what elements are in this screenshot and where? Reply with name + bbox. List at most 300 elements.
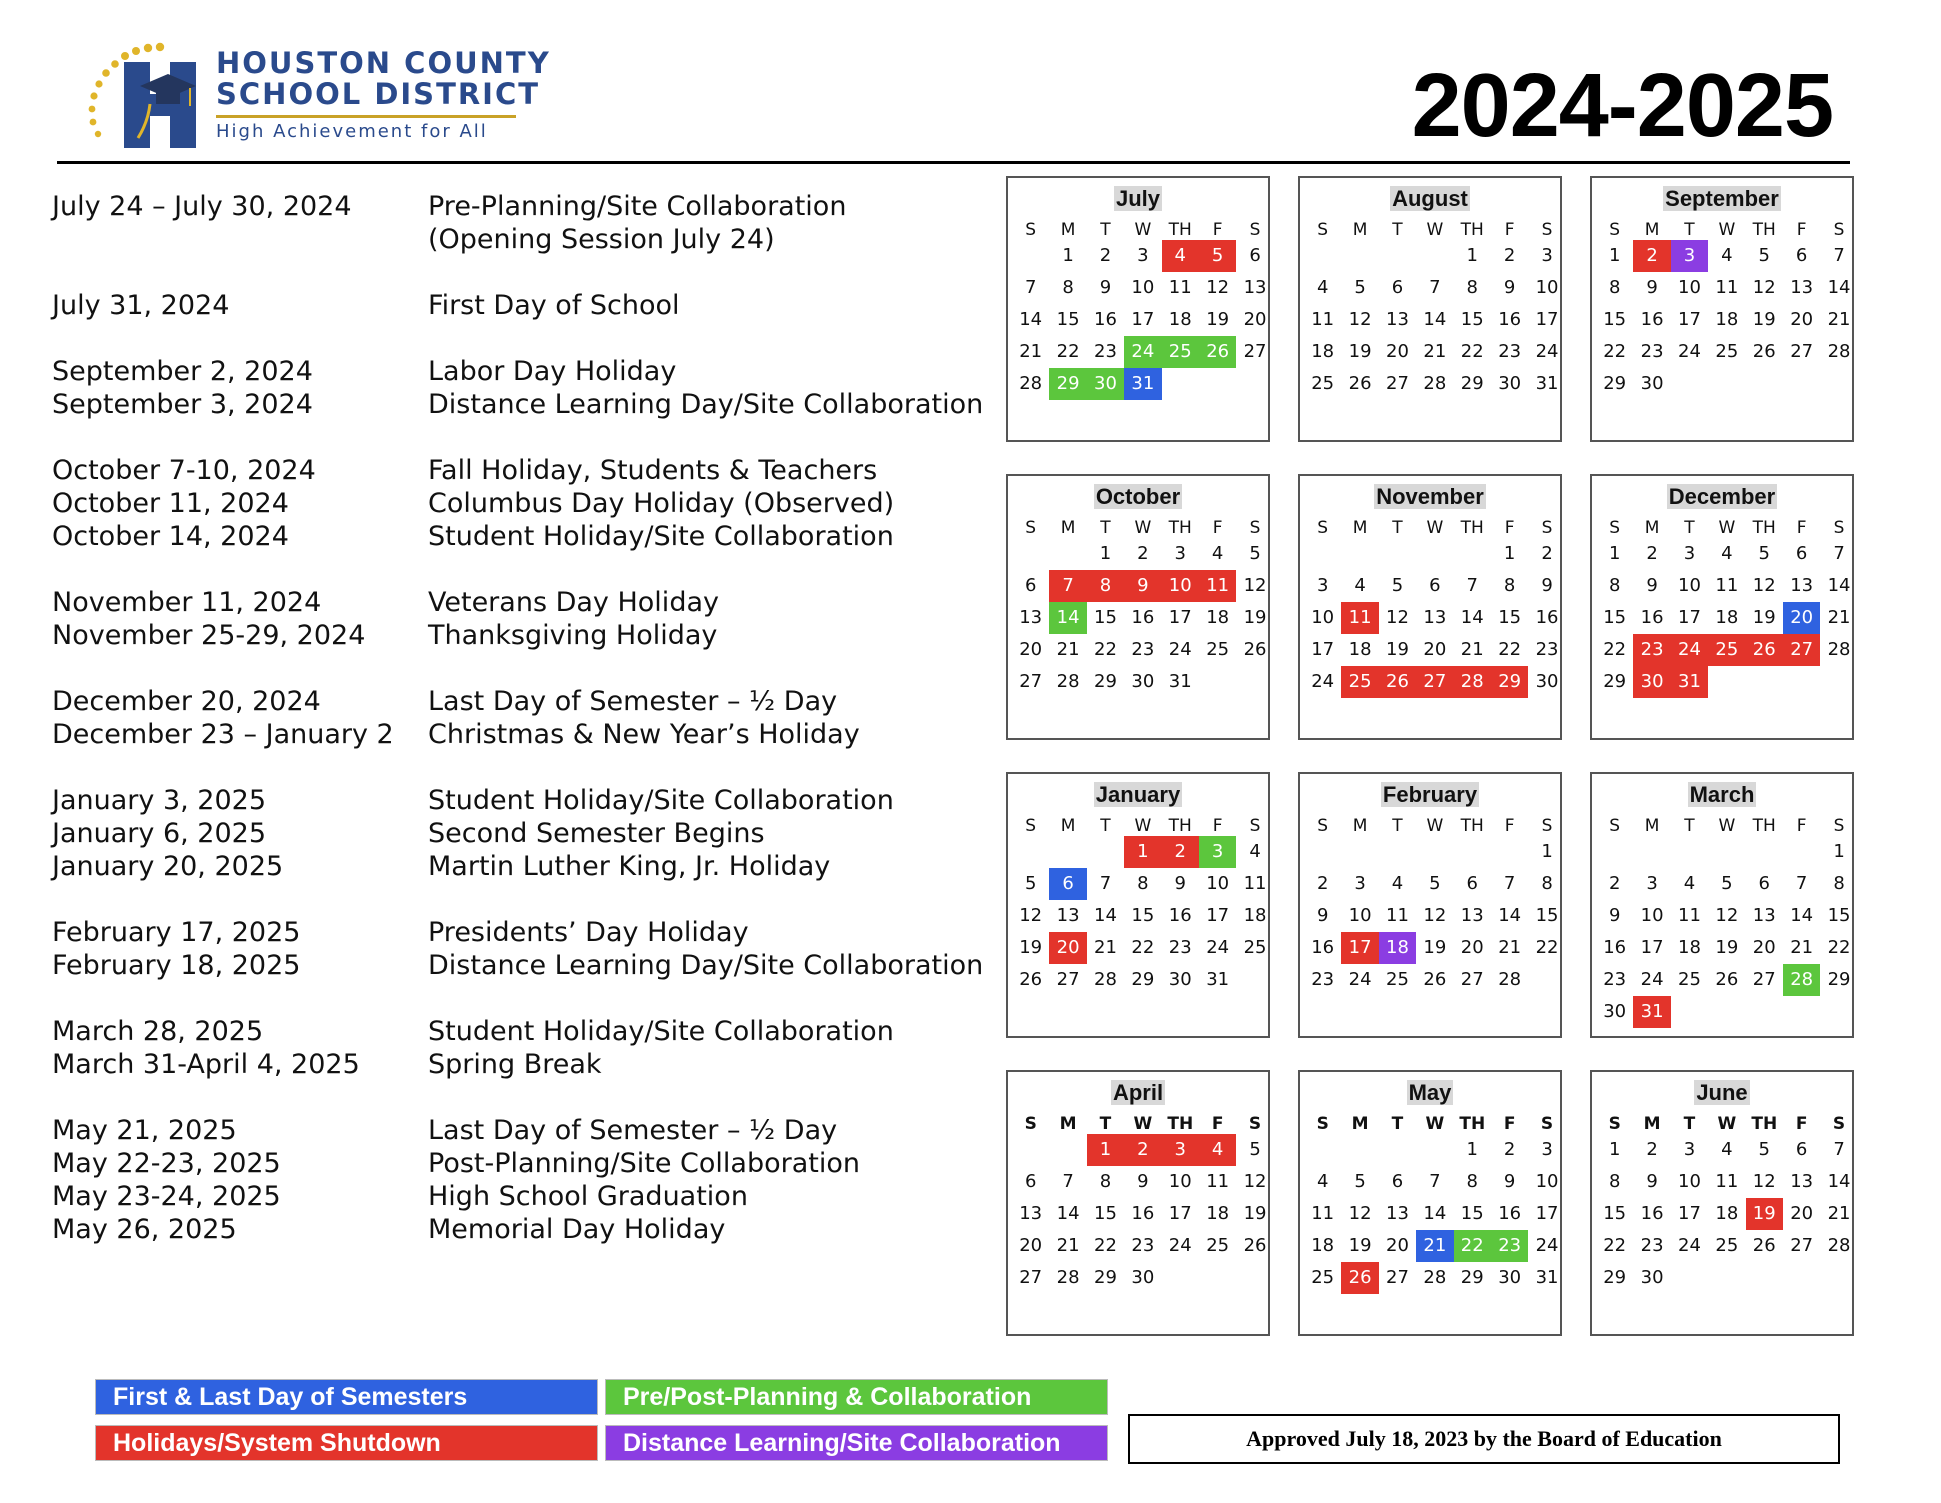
calendar-empty-cell: [1671, 368, 1708, 400]
event-row: [52, 355, 987, 388]
week-row: [1304, 570, 1560, 602]
color-legend: [95, 1379, 1108, 1463]
week-row: [1012, 336, 1268, 368]
calendar-day: 5: [1758, 543, 1770, 564]
calendar-empty-cell: [1049, 1134, 1086, 1166]
calendar-day: 14: [1827, 1171, 1851, 1192]
calendar-day: 26: [1752, 1235, 1776, 1256]
calendar-day: 17: [1311, 639, 1335, 660]
event-date: October 7-10, 2024: [52, 455, 316, 486]
calendar-day: 12: [1752, 1171, 1776, 1192]
calendar-day: 14: [1423, 1203, 1447, 1224]
calendar-day: 9: [1316, 905, 1329, 926]
calendar-day: 7: [1062, 1171, 1074, 1192]
event-date: February 17, 2025: [52, 917, 301, 948]
calendar-day: 7: [1833, 543, 1845, 564]
month-name: January: [1095, 782, 1181, 807]
weekday-label: M: [1060, 518, 1076, 538]
calendar-day: 4: [1721, 543, 1733, 564]
calendar-day: 21: [1416, 1230, 1453, 1262]
week-row: [1596, 1166, 1852, 1198]
calendar-day: 30: [1131, 1267, 1155, 1288]
calendar-day: 7: [1833, 1139, 1845, 1160]
calendar-day: 4: [1721, 245, 1733, 266]
event-description: Distance Learning Day/Site Collaboration: [428, 389, 984, 420]
calendar-day: 16: [1311, 937, 1335, 958]
event-group: [52, 190, 987, 256]
calendar-day: 22: [1498, 639, 1522, 660]
weekday-header: [1304, 211, 1560, 240]
event-group: [52, 1114, 987, 1246]
weekday-label: S: [1609, 816, 1621, 836]
calendar-day: 8: [1833, 873, 1845, 894]
calendar-day: 18: [1348, 639, 1372, 660]
calendar-day: 1: [1503, 543, 1516, 564]
event-description: Veterans Day Holiday: [428, 587, 719, 618]
calendar-day: 9: [1646, 575, 1658, 596]
calendar-day: 15: [1603, 607, 1627, 628]
calendar-day: 6: [1391, 277, 1404, 298]
month-title: [1300, 178, 1560, 211]
calendar-day: 12: [1348, 1203, 1372, 1224]
weekday-label: T: [1099, 1114, 1112, 1134]
calendar-day: 6: [1429, 575, 1441, 596]
calendar-day: 2: [1162, 836, 1199, 868]
week-row: [1596, 538, 1852, 570]
weekday-label: TH: [1460, 220, 1484, 240]
weekday-label: S: [1833, 518, 1845, 538]
weekday-label: TH: [1752, 518, 1776, 538]
weekday-label: F: [1796, 518, 1807, 538]
calendar-day: 8: [1466, 1171, 1478, 1192]
calendar-day: 18: [1243, 905, 1267, 926]
calendar-day: 10: [1168, 1171, 1192, 1192]
calendar-day: 3: [1683, 1139, 1696, 1160]
calendar-day: 14: [1423, 309, 1447, 330]
month-title: [1300, 1072, 1560, 1105]
calendar-day: 28: [1056, 1267, 1080, 1288]
month-name: March: [1689, 782, 1755, 807]
calendar-day: 31: [1671, 666, 1708, 698]
week-row: [1012, 1230, 1268, 1262]
calendar-day: 1: [1466, 1139, 1478, 1160]
weekday-label: W: [1717, 1114, 1737, 1134]
calendar-empty-cell: [1783, 836, 1820, 868]
event-row: [52, 850, 987, 883]
calendar-empty-cell: [1304, 836, 1341, 868]
calendar-day: 15: [1535, 905, 1559, 926]
weekday-label: S: [1249, 220, 1261, 240]
calendar-empty-cell: [1820, 368, 1857, 400]
calendar-day: 6: [1024, 575, 1037, 596]
week-row: [1596, 1230, 1852, 1262]
calendar-day: 10: [1678, 277, 1701, 298]
weekday-label: T: [1100, 220, 1111, 240]
calendar-day: 27: [1386, 373, 1409, 394]
calendar-day: 22: [1454, 1230, 1491, 1262]
calendar-day: 23: [1311, 969, 1335, 990]
weekday-label: M: [1352, 816, 1368, 836]
month-name: February: [1382, 782, 1478, 807]
event-date: May 21, 2025: [52, 1115, 237, 1146]
event-row: [52, 1180, 987, 1213]
event-row: [52, 520, 987, 553]
calendar-day: 8: [1466, 277, 1478, 298]
calendar-empty-cell: [1708, 666, 1745, 698]
calendar-empty-cell: [1416, 1134, 1453, 1166]
event-date: September 2, 2024: [52, 356, 313, 387]
calendar-day: 30: [1498, 1267, 1522, 1288]
event-description: Distance Learning Day/Site Collaboration: [428, 950, 984, 981]
district-name-line1: HOUSTON COUNTY: [216, 46, 551, 80]
calendar-empty-cell: [1783, 996, 1820, 1028]
calendar-day: 2: [1646, 543, 1658, 564]
week-row: [1012, 666, 1268, 698]
calendar-day: 15: [1460, 309, 1484, 330]
calendar-day: 12: [1348, 309, 1372, 330]
event-row: [52, 1048, 987, 1081]
calendar-day: 14: [1056, 1203, 1080, 1224]
calendar-day: 1: [1124, 836, 1161, 868]
weekday-label: T: [1684, 816, 1695, 836]
calendar-day: 11: [1715, 1171, 1739, 1192]
calendar-day: 8: [1541, 873, 1553, 894]
calendar-day: 7: [1429, 1171, 1441, 1192]
calendar-empty-cell: [1708, 996, 1745, 1028]
calendar-day: 7: [1429, 277, 1441, 298]
calendar-day: 28: [1498, 969, 1522, 990]
calendar-day: 30: [1168, 969, 1192, 990]
calendar-day: 2: [1608, 873, 1621, 894]
calendar-empty-cell: [1454, 836, 1491, 868]
calendar-day: 3: [1541, 1139, 1553, 1160]
calendar-day: 24: [1678, 341, 1701, 362]
calendar-day: 24: [1678, 1235, 1701, 1256]
calendar-day: 2: [1503, 1139, 1516, 1160]
calendar-day: 26: [1348, 373, 1372, 394]
event-description: High School Graduation: [428, 1181, 748, 1212]
weekday-label: TH: [1168, 816, 1192, 836]
calendar-day: 6: [1049, 868, 1086, 900]
calendar-day: 29: [1094, 1267, 1117, 1288]
calendar-day: 3: [1671, 240, 1708, 272]
calendar-day: 15: [1827, 905, 1851, 926]
week-row: [1596, 964, 1852, 996]
calendar-empty-cell: [1783, 368, 1820, 400]
calendar-day: 25: [1341, 666, 1378, 698]
weekday-header: [1596, 807, 1852, 836]
calendar-day: 20: [1790, 309, 1814, 330]
calendar-day: 30: [1640, 1267, 1664, 1288]
calendar-day: 31: [1633, 996, 1670, 1028]
calendar-day: 8: [1087, 570, 1124, 602]
weekday-label: F: [1795, 1114, 1808, 1134]
week-row: [1596, 602, 1852, 634]
weekday-header: [1012, 1105, 1268, 1134]
event-description: Columbus Day Holiday (Observed): [428, 488, 895, 519]
calendar-day: 15: [1094, 607, 1117, 628]
calendar-day: 8: [1608, 277, 1621, 298]
event-date: December 23 – January 2: [52, 719, 394, 750]
calendar-empty-cell: [1454, 538, 1491, 570]
calendar-day: 14: [1498, 905, 1522, 926]
calendar-day: 16: [1168, 905, 1192, 926]
calendar-day: 10: [1348, 905, 1372, 926]
calendar-empty-cell: [1633, 836, 1670, 868]
week-row: [1596, 368, 1852, 400]
calendar-day: 13: [1790, 277, 1814, 298]
calendar-empty-cell: [1049, 836, 1086, 868]
week-row: [1304, 1198, 1560, 1230]
calendar-day: 17: [1206, 905, 1230, 926]
week-row: [1012, 964, 1268, 996]
month-calendar-november: [1298, 474, 1562, 740]
calendar-day: 2: [1124, 1134, 1161, 1166]
week-row: [1304, 932, 1560, 964]
week-row: [1304, 1262, 1560, 1294]
calendar-day: 24: [1168, 639, 1192, 660]
calendar-day: 12: [1243, 1171, 1267, 1192]
calendar-day: 18: [1206, 607, 1230, 628]
week-row: [1012, 240, 1268, 272]
calendar-day: 31: [1168, 671, 1192, 692]
calendar-day: 25: [1243, 937, 1267, 958]
month-calendar-december: [1590, 474, 1854, 740]
calendar-day: 9: [1174, 873, 1186, 894]
calendar-day: 16: [1498, 1203, 1522, 1224]
weekday-label: TH: [1460, 518, 1484, 538]
calendar-day: 17: [1678, 607, 1701, 628]
calendar-day: 13: [1056, 905, 1080, 926]
event-date: July 24 – July 30, 2024: [52, 191, 352, 222]
weekday-label: S: [1609, 220, 1621, 240]
calendar-empty-cell: [1199, 666, 1236, 698]
calendar-day: 27: [1386, 1267, 1409, 1288]
calendar-day: 10: [1678, 575, 1701, 596]
calendar-day: 24: [1640, 969, 1664, 990]
weekday-label: S: [1025, 816, 1037, 836]
week-row: [1304, 336, 1560, 368]
calendar-day: 12: [1752, 575, 1776, 596]
calendar-day: 29: [1460, 373, 1484, 394]
calendar-day: 23: [1640, 341, 1664, 362]
calendar-day: 19: [1019, 937, 1043, 958]
week-row: [1596, 304, 1852, 336]
event-group: [52, 586, 987, 652]
calendar-day: 23: [1633, 634, 1670, 666]
event-row: [52, 1213, 987, 1246]
calendar-day: 7: [1795, 873, 1808, 894]
calendar-day: 24: [1311, 671, 1335, 692]
calendar-day: 15: [1131, 905, 1155, 926]
calendar-day: 22: [1603, 639, 1627, 660]
calendar-day: 28: [1094, 969, 1117, 990]
calendar-day: 21: [1056, 639, 1080, 660]
calendar-day: 20: [1783, 602, 1820, 634]
event-row: [52, 586, 987, 619]
calendar-day: 12: [1423, 905, 1447, 926]
calendar-empty-cell: [1820, 666, 1857, 698]
legend-label: Holidays/System Shutdown: [113, 1429, 441, 1457]
legend-label: Pre/Post-Planning & Collaboration: [623, 1383, 1032, 1411]
weekday-label: T: [1391, 1114, 1404, 1134]
calendar-day: 26: [1752, 341, 1776, 362]
calendar-day: 4: [1249, 841, 1261, 862]
calendar-day: 10: [1206, 873, 1230, 894]
calendar-day: 6: [1391, 1171, 1404, 1192]
calendar-empty-cell: [1341, 240, 1378, 272]
calendar-day: 11: [1168, 277, 1192, 298]
calendar-day: 22: [1603, 341, 1627, 362]
event-date: [52, 223, 428, 256]
event-description: First Day of School: [428, 290, 680, 321]
event-row: [52, 388, 987, 421]
calendar-day: 25: [1386, 969, 1409, 990]
week-row: [1304, 900, 1560, 932]
event-date: November 11, 2024: [52, 587, 322, 618]
calendar-day: 24: [1168, 1235, 1192, 1256]
calendar-day: 23: [1603, 969, 1627, 990]
calendar-day: 22: [1535, 937, 1559, 958]
weekday-label: M: [1644, 816, 1660, 836]
calendar-day: 11: [1243, 873, 1267, 894]
event-description: Last Day of Semester – ½ Day: [428, 686, 838, 717]
calendar-day: 2: [1503, 245, 1516, 266]
event-description: Second Semester Begins: [428, 818, 765, 849]
calendar-day: 8: [1137, 873, 1149, 894]
calendar-day: 28: [1423, 1267, 1447, 1288]
calendar-day: 18: [1311, 341, 1335, 362]
calendar-day: 1: [1087, 1134, 1124, 1166]
weekday-label: W: [1426, 518, 1444, 538]
weekday-label: W: [1426, 220, 1444, 240]
calendar-day: 18: [1206, 1203, 1230, 1224]
school-year-title: 2024-2025: [1411, 56, 1833, 156]
calendar-day: 5: [1354, 277, 1366, 298]
weekday-label: S: [1248, 1114, 1262, 1134]
calendar-empty-cell: [1708, 368, 1745, 400]
logo-divider: [216, 115, 516, 118]
calendar-day: 19: [1206, 309, 1230, 330]
calendar-day: 5: [1758, 245, 1770, 266]
calendar-empty-cell: [1528, 964, 1565, 996]
weekday-label: W: [1134, 220, 1152, 240]
district-tagline: High Achievement for All: [216, 121, 488, 142]
calendar-day: 29: [1131, 969, 1155, 990]
event-group: [52, 289, 987, 322]
calendar-day: 26: [1379, 666, 1416, 698]
calendar-empty-cell: [1746, 368, 1783, 400]
calendar-day: 8: [1099, 1171, 1112, 1192]
weekday-header: [1012, 509, 1268, 538]
legend-item-distance-learning: [605, 1425, 1108, 1461]
calendar-empty-cell: [1341, 1134, 1378, 1166]
event-description: Student Holiday/Site Collaboration: [428, 1016, 894, 1047]
event-date: December 20, 2024: [52, 686, 321, 717]
weekday-label: W: [1426, 816, 1444, 836]
calendar-day: 27: [1460, 969, 1484, 990]
calendar-empty-cell: [1379, 538, 1416, 570]
calendar-day: 25: [1206, 639, 1230, 660]
calendar-day: 18: [1715, 1203, 1739, 1224]
event-description: Martin Luther King, Jr. Holiday: [428, 851, 831, 882]
event-row: [52, 1147, 987, 1180]
legend-label: First & Last Day of Semesters: [113, 1383, 468, 1411]
calendar-day: 16: [1640, 607, 1664, 628]
calendar-empty-cell: [1162, 368, 1199, 400]
calendar-day: 27: [1790, 341, 1814, 362]
week-row: [1304, 538, 1560, 570]
calendar-day: 6: [1795, 543, 1808, 564]
calendar-day: 2: [1137, 543, 1149, 564]
calendar-day: 10: [1162, 570, 1199, 602]
calendar-empty-cell: [1379, 1134, 1416, 1166]
calendar-day: 13: [1752, 905, 1776, 926]
event-date: July 31, 2024: [52, 290, 230, 321]
calendar-day: 27: [1019, 671, 1043, 692]
calendar-empty-cell: [1783, 1262, 1820, 1294]
calendar-day: 25: [1678, 969, 1701, 990]
calendar-day: 8: [1608, 1171, 1621, 1192]
event-date: May 22-23, 2025: [52, 1148, 281, 1179]
calendar-day: 19: [1423, 937, 1447, 958]
calendar-day: 9: [1503, 1171, 1516, 1192]
weekday-label: S: [1541, 816, 1553, 836]
month-title: [1592, 1072, 1852, 1105]
calendar-day: 26: [1341, 1262, 1378, 1294]
event-row: [52, 223, 987, 256]
weekday-label: TH: [1459, 1114, 1486, 1134]
calendar-day: 21: [1498, 937, 1522, 958]
calendar-day: 17: [1678, 1203, 1701, 1224]
calendar-day: 28: [1454, 666, 1491, 698]
weekday-label: F: [1211, 1114, 1224, 1134]
calendar-day: 21: [1019, 341, 1043, 362]
week-row: [1596, 868, 1852, 900]
weekday-label: S: [1317, 220, 1329, 240]
weekday-header: [1304, 807, 1560, 836]
calendar-day: 17: [1678, 309, 1701, 330]
calendar-day: 15: [1603, 309, 1627, 330]
calendar-day: 30: [1535, 671, 1559, 692]
calendar-day: 3: [1316, 575, 1329, 596]
calendar-day: 13: [1243, 277, 1267, 298]
week-row: [1012, 570, 1268, 602]
event-date: September 3, 2024: [52, 389, 313, 420]
event-date: February 18, 2025: [52, 950, 301, 981]
calendar-day: 26: [1423, 969, 1447, 990]
calendar-empty-cell: [1746, 836, 1783, 868]
calendar-day: 10: [1678, 1171, 1701, 1192]
calendar-day: 5: [1199, 240, 1236, 272]
weekday-label: S: [1317, 518, 1329, 538]
calendar-day: 22: [1603, 1235, 1627, 1256]
weekday-label: F: [1212, 220, 1223, 240]
calendar-day: 10: [1535, 1171, 1559, 1192]
event-description: (Opening Session July 24): [428, 224, 775, 255]
weekday-header: [1596, 211, 1852, 240]
weekday-label: F: [1212, 518, 1223, 538]
calendar-day: 9: [1503, 277, 1516, 298]
event-group: [52, 454, 987, 553]
weekday-label: M: [1352, 518, 1368, 538]
event-group: [52, 1015, 987, 1081]
calendar-day: 12: [1386, 607, 1409, 628]
calendar-day: 19: [1752, 607, 1776, 628]
calendar-day: 16: [1535, 607, 1559, 628]
month-calendar-june: [1590, 1070, 1854, 1336]
weekday-label: TH: [1167, 1114, 1194, 1134]
